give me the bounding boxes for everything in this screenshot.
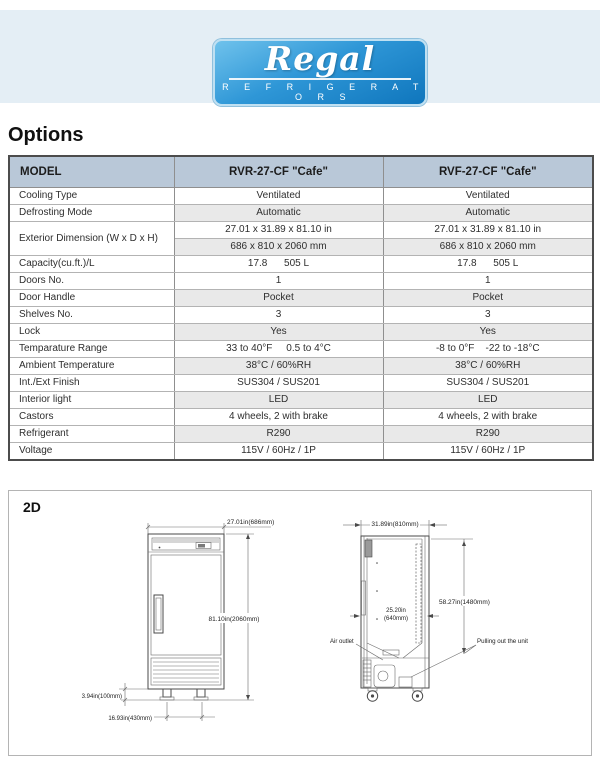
row-label: Ambient Temperature	[9, 358, 174, 375]
row-label: Int./Ext Finish	[9, 375, 174, 392]
table-row-door-handle	[9, 290, 593, 307]
row-value: Pocket	[174, 290, 383, 307]
row-value: 27.01 x 31.89 x 81.10 in	[383, 222, 593, 239]
row-label: Interior light	[9, 392, 174, 409]
row-label: Refrigerant	[9, 426, 174, 443]
row-value: R290	[383, 426, 593, 443]
row-label: Shelves No.	[9, 307, 174, 324]
brand-name: Regal	[264, 39, 376, 78]
front-leg-span-label: 16.93in(430mm)	[108, 716, 152, 722]
drawing-section-title: 2D	[23, 499, 41, 515]
table-row-doors-no	[9, 273, 593, 290]
row-label: Door Handle	[9, 290, 174, 307]
column-header-model: MODEL	[9, 156, 174, 188]
row-value: 17.8 505 L	[174, 256, 383, 273]
front-height-label: 81.10in(2060mm)	[208, 616, 260, 623]
pullout-unit-label: Pulling out the unit	[477, 638, 528, 645]
row-value: 27.01 x 31.89 x 81.10 in	[174, 222, 383, 239]
row-value: Yes	[174, 324, 383, 341]
row-value: 3	[174, 307, 383, 324]
drawing-2d-section	[8, 490, 592, 756]
table-row-exterior-dimension-in	[9, 222, 593, 239]
row-value: Yes	[383, 324, 593, 341]
row-value: LED	[174, 392, 383, 409]
spec-table	[8, 155, 594, 461]
row-value: 17.8 505 L	[383, 256, 593, 273]
options-heading: Options	[8, 124, 84, 146]
table-row-temperature-range	[9, 341, 593, 358]
row-value: 1	[383, 273, 593, 290]
row-value: SUS304 / SUS201	[383, 375, 593, 392]
table-row-int-ext-finish	[9, 375, 593, 392]
row-label: Capacity(cu.ft.)/L	[9, 256, 174, 273]
row-label: Defrosting Mode	[9, 205, 174, 222]
logo-divider	[229, 78, 411, 80]
table-row-refrigerant	[9, 426, 593, 443]
brand-logo	[213, 39, 427, 106]
row-value: 38°C / 60%RH	[383, 358, 593, 375]
row-value: 115V / 60Hz / 1P	[383, 443, 593, 461]
row-value: LED	[383, 392, 593, 409]
table-row-cooling-type	[9, 188, 593, 205]
row-label: Castors	[9, 409, 174, 426]
row-value: Ventilated	[383, 188, 593, 205]
row-label: Temparature Range	[9, 341, 174, 358]
row-value: Automatic	[174, 205, 383, 222]
row-value: 686 x 810 x 2060 mm	[383, 239, 593, 256]
table-row-ambient-temperature	[9, 358, 593, 375]
side-view-drawing	[330, 519, 528, 701]
table-row-shelves-no	[9, 307, 593, 324]
row-label: Voltage	[9, 443, 174, 461]
row-value: 38°C / 60%RH	[174, 358, 383, 375]
side-interior-depth-in: 25.20in	[386, 608, 406, 614]
column-header-rvr-27-cf: RVR-27-CF "Cafe"	[174, 156, 383, 188]
row-label: Lock	[9, 324, 174, 341]
row-label: Doors No.	[9, 273, 174, 290]
row-value: Automatic	[383, 205, 593, 222]
row-value: 4 wheels, 2 with brake	[383, 409, 593, 426]
table-row-interior-light	[9, 392, 593, 409]
row-value: 686 x 810 x 2060 mm	[174, 239, 383, 256]
table-row-defrosting-mode	[9, 205, 593, 222]
air-outlet-label: Air outlet	[330, 639, 354, 645]
row-value: 115V / 60Hz / 1P	[174, 443, 383, 461]
front-leg-height-label: 3.94in(100mm)	[81, 694, 122, 700]
row-label: Cooling Type	[9, 188, 174, 205]
row-value: R290	[174, 426, 383, 443]
front-width-label: 27.01in(686mm)	[227, 519, 275, 526]
spec-table-header-row	[9, 156, 593, 188]
row-value: 33 to 40°F 0.5 to 4°C	[174, 341, 383, 358]
table-row-voltage	[9, 443, 593, 461]
technical-drawings	[9, 491, 591, 755]
row-value: -8 to 0°F -22 to -18°C	[383, 341, 593, 358]
row-value: 4 wheels, 2 with brake	[174, 409, 383, 426]
side-depth-label: 31.89in(810mm)	[371, 521, 419, 528]
table-row-capacity	[9, 256, 593, 273]
front-view-drawing	[82, 519, 275, 722]
column-header-rvf-27-cf: RVF-27-CF "Cafe"	[383, 156, 593, 188]
row-value: SUS304 / SUS201	[174, 375, 383, 392]
row-value: 3	[383, 307, 593, 324]
table-row-castors	[9, 409, 593, 426]
side-interior-depth-mm: (640mm)	[383, 616, 409, 622]
row-value: Pocket	[383, 290, 593, 307]
row-value: Ventilated	[174, 188, 383, 205]
side-pullout-height-label: 58.27in(1480mm)	[439, 599, 490, 606]
row-label: Exterior Dimension (W x D x H)	[9, 222, 174, 256]
brand-subtitle: R E F R I G E R A T O R S	[222, 82, 425, 102]
table-row-lock	[9, 324, 593, 341]
brand-band	[0, 10, 600, 103]
row-value: 1	[174, 273, 383, 290]
